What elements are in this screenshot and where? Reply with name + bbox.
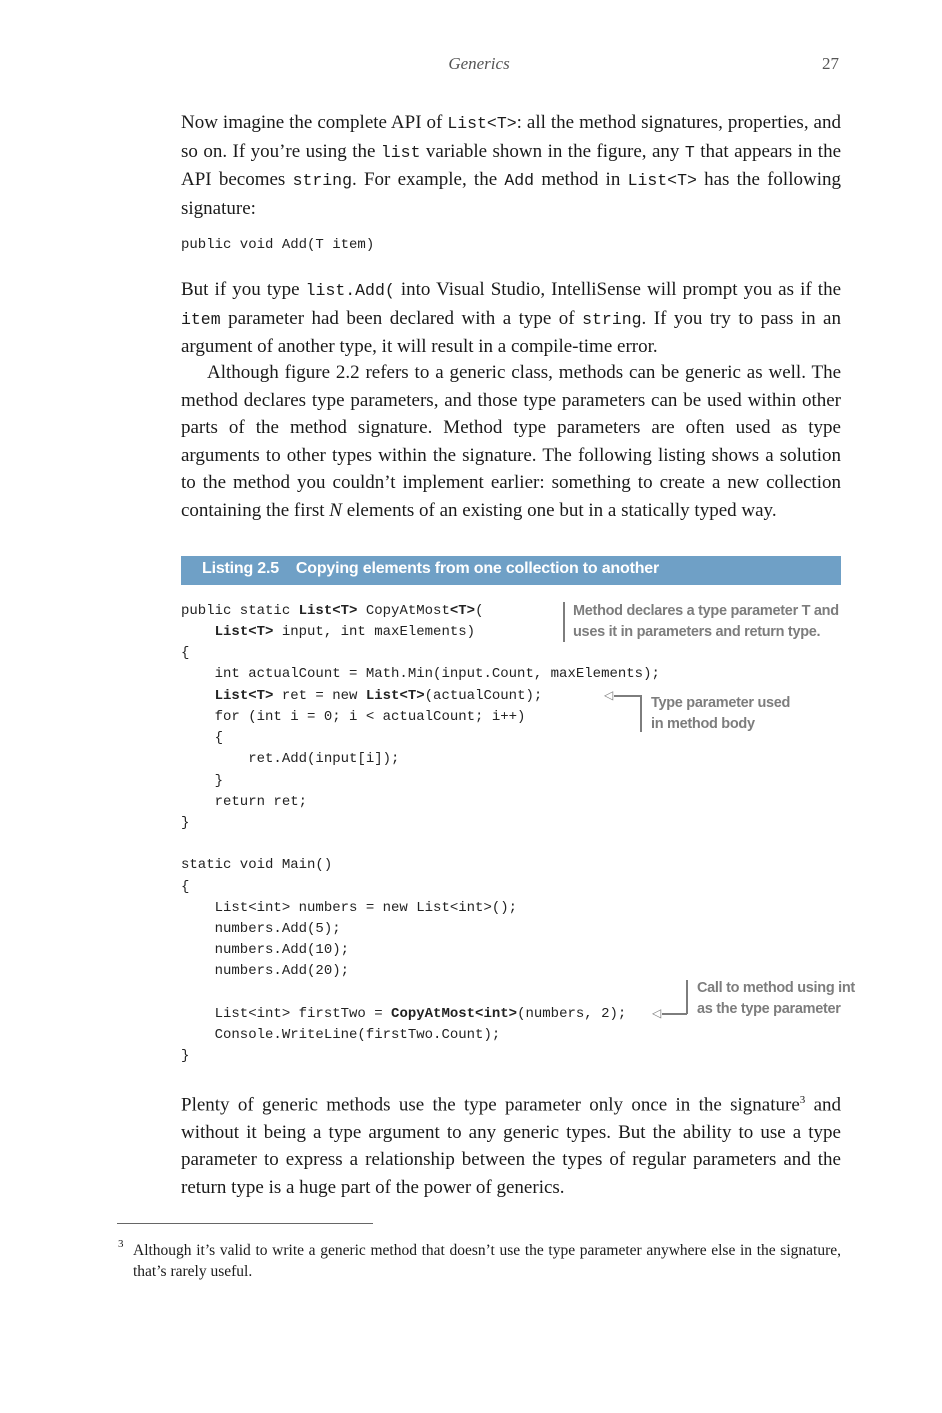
inline-code: List<T> <box>627 171 697 190</box>
annotation-call-with-int <box>697 978 855 1019</box>
text-run: . If you try to pass in an argument of another type, it will result in a compile-time error. <box>181 307 841 357</box>
text-run: Plenty of generic methods use the type parameter only once in the signature <box>181 1094 800 1116</box>
code-line: } <box>181 1048 190 1064</box>
annotation-connector <box>662 1013 687 1015</box>
text-run: elements of an existing one but in a statically typed way. <box>341 499 777 521</box>
inline-code: list.Add( <box>305 281 395 300</box>
code-line: numbers.Add(20); <box>181 963 350 979</box>
code-line: { <box>181 879 190 895</box>
code-line: numbers.Add(10); <box>181 942 350 958</box>
code-line: Console.WriteLine(firstTwo.Count); <box>181 1027 501 1043</box>
listing-title: Listing 2.5 Copying elements from one collection to another <box>202 560 659 577</box>
add-method-signature: public void Add(T item) <box>181 237 375 253</box>
code-line: List<T> input, int maxElements) <box>214 624 476 640</box>
code-line: static void Main() <box>181 857 333 873</box>
code-line: { <box>181 730 224 746</box>
code-line: ret.Add(input[i]); <box>181 751 400 767</box>
annotation-line: Method declares a type parameter T and <box>573 603 839 619</box>
text-run: parameter had been declared with a type of <box>220 307 583 329</box>
footnote-reference[interactable]: 3 <box>799 1094 806 1106</box>
inline-code: string <box>292 171 352 190</box>
annotation-line: Call to method using int <box>697 980 855 996</box>
footnote-text: Although it’s valid to write a generic method that doesn’t use the type parameter anywhere else in the signature, that’s rarely useful. <box>133 1242 841 1280</box>
text-run: into Visual Studio, IntelliSense will prompt you as if the <box>394 279 842 300</box>
code-line: public static List<T> CopyAtMost<T>( <box>181 603 484 619</box>
annotation-line: as the type parameter <box>697 1000 841 1017</box>
code-line: { <box>181 645 190 661</box>
text-run: variable shown in the figure, any <box>420 140 685 162</box>
annotation-bracket <box>686 980 688 1014</box>
text-run: and without it being a type argument to any generic types. But the ability to use a type parameter to express a relationship between the types of regular parameters and the return type is a huge part of the power of generics. <box>181 1094 841 1198</box>
code-line: List<int> firstTwo = CopyAtMost<int>(numbers, 2); <box>181 1006 627 1022</box>
annotation-line: in method body <box>651 715 755 732</box>
inline-code: T <box>684 142 695 162</box>
footnote-mark: 3 <box>118 1238 124 1250</box>
arrow-left-icon: ◁ <box>604 688 614 702</box>
page-number: 27 <box>822 54 839 73</box>
arrow-left-icon: ◁ <box>652 1006 662 1020</box>
code-line: List<T> ret = new List<T>(actualCount); <box>214 688 543 704</box>
running-header-title: Generics <box>448 54 510 73</box>
paragraph-intellisense <box>181 276 841 361</box>
annotation-line: uses it in parameters and return type. <box>573 623 821 640</box>
text-run: method in <box>534 169 628 190</box>
annotation-line: Type parameter used <box>651 695 791 711</box>
annotation-type-param-body <box>651 693 790 734</box>
text-run: that appears in the API becomes <box>181 140 841 190</box>
text-run: has the following signature: <box>181 169 841 219</box>
code-line: return ret; <box>181 794 308 810</box>
annotation-method-declares <box>573 601 839 642</box>
footnote-divider <box>117 1223 373 1224</box>
paragraph-generic-methods <box>181 359 841 524</box>
code-line: for (int i = 0; i < actualCount; i++) <box>181 709 526 725</box>
text-run: : all the method signatures, properties, and so on. If you’re using the <box>181 112 841 162</box>
annotation-connector <box>614 695 640 697</box>
code-line: } <box>181 815 190 831</box>
code-line: numbers.Add(5); <box>181 921 341 937</box>
inline-code: Add <box>504 171 535 190</box>
inline-code: list <box>380 142 421 162</box>
code-line: } <box>181 773 224 789</box>
paragraph-type-parameter-usage <box>181 1087 841 1201</box>
text-run: But if you type <box>181 279 306 300</box>
text-run: . For example, the <box>351 169 505 190</box>
text-run: Now imagine the complete API of <box>181 112 448 133</box>
paragraph-api <box>181 109 841 222</box>
inline-code: List<T> <box>447 114 517 133</box>
text-run: Although figure 2.2 refers to a generic class, methods can be generic as well. The method declares type parameters, and those type parameters can be used within other parts of the method signature. Method type parameters are often used as type arguments to other types within the signature. The following listing shows a solution to the method you couldn’t implement earlier: something to create a new collection containing the first <box>181 362 841 521</box>
code-line: List<int> numbers = new List<int>(); <box>181 900 518 916</box>
annotation-bracket <box>563 602 565 642</box>
code-line: int actualCount = Math.Min(input.Count, maxElements); <box>181 666 660 682</box>
inline-code: string <box>582 309 642 329</box>
inline-code: item <box>181 309 221 329</box>
italic-n: N <box>329 499 342 521</box>
annotation-bracket <box>640 695 642 732</box>
